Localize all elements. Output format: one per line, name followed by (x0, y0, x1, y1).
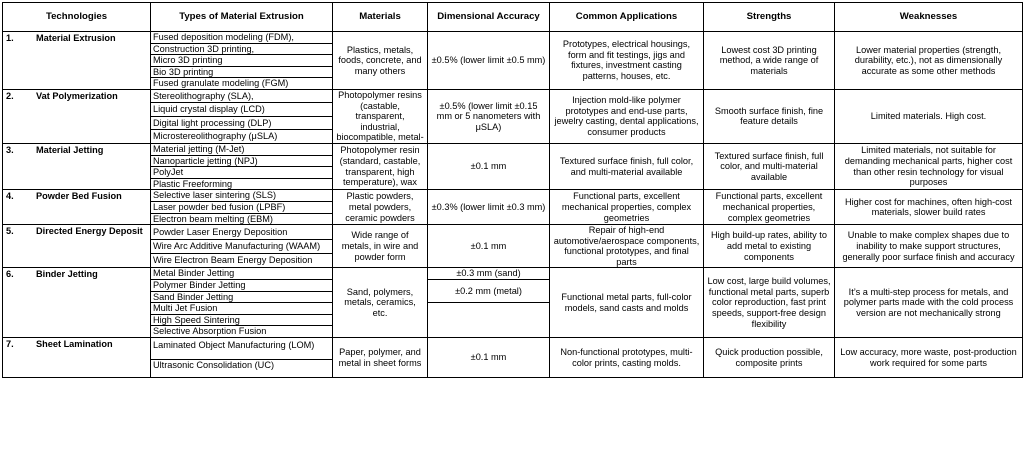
technology-name: Sheet Lamination (36, 339, 113, 350)
header-types: Types of Material Extrusion (151, 3, 333, 32)
table-row (3, 190, 1023, 202)
type-cell: Powder Laser Energy Deposition (151, 225, 333, 239)
accuracy-cell: ±0.1 mm (428, 338, 550, 378)
accuracy-cell: ±0.1 mm (428, 143, 550, 189)
accuracy-cell-empty (428, 303, 550, 338)
header-technologies: Technologies (3, 3, 151, 32)
weaknesses-cell: Unable to make complex shapes due to inability to make support structures, generally poor surface finish and accuracy (835, 225, 1023, 268)
row-number: 4. (6, 191, 14, 202)
technology-name: Material Jetting (36, 144, 104, 155)
technology-name: Powder Bed Fusion (36, 191, 122, 202)
header-applications: Common Applications (550, 3, 704, 32)
table-row (3, 143, 1023, 155)
strengths-cell: Quick production possible, composite prints (704, 338, 835, 378)
materials-cell: Sand, polymers, metals, ceramics, etc. (333, 268, 428, 338)
type-cell: Laser powder bed fusion (LPBF) (151, 201, 333, 213)
row-number: 5. (6, 226, 14, 237)
materials-cell: Wide range of metals, in wire and powder form (333, 225, 428, 268)
materials-cell: Plastic powders, metal powders, ceramic powders (333, 190, 428, 225)
technology-name: Material Extrusion (36, 33, 116, 43)
header-materials: Materials (333, 3, 428, 32)
weaknesses-cell: Low accuracy, more waste, post-production work required for some parts (835, 338, 1023, 378)
type-cell: Selective laser sintering (SLS) (151, 190, 333, 202)
type-cell: Bio 3D printing (151, 66, 333, 78)
technology-cell (3, 190, 151, 225)
technology-cell (3, 32, 151, 90)
table-body (3, 32, 1023, 378)
materials-cell: Photopolymer resins (castable, transparent, industrial, biocompatible, metal- (333, 89, 428, 143)
type-cell: Microstereolithography (μSLA) (151, 130, 333, 144)
technology-cell (3, 338, 151, 378)
type-cell: Electron beam melting (EBM) (151, 213, 333, 225)
technology-name: Directed Energy Deposit (36, 226, 143, 237)
type-cell: Sand Binder Jetting (151, 291, 333, 303)
accuracy-cell: ±0.3% (lower limit ±0.3 mm) (428, 190, 550, 225)
strengths-cell: Smooth surface finish, fine feature details (704, 89, 835, 143)
type-cell: PolyJet (151, 167, 333, 179)
header-weaknesses: Weaknesses (835, 3, 1023, 32)
weaknesses-cell: Limited materials, not suitable for demanding mechanical parts, higher cost than other resin technology for visual purposes (835, 143, 1023, 189)
strengths-cell: Textured surface finish, full color, and multi-material available (704, 143, 835, 189)
row-number: 6. (6, 269, 14, 280)
technology-cell (3, 225, 151, 268)
am-technologies-table (2, 2, 1023, 378)
type-cell: Digital light processing (DLP) (151, 116, 333, 129)
technology-cell (3, 268, 151, 338)
table-row (3, 225, 1023, 239)
accuracy-cell: ±0.2 mm (metal) (428, 280, 550, 303)
strengths-cell: Functional parts, excellent mechanical properties, complex geometries (704, 190, 835, 225)
type-cell: Multi Jet Fusion (151, 303, 333, 315)
table-row (3, 338, 1023, 360)
type-cell: Polymer Binder Jetting (151, 280, 333, 292)
applications-cell: Functional metal parts, full-color models, sand casts and molds (550, 268, 704, 338)
weaknesses-cell: It’s a multi-step process for metals, and polymer parts made with the cold process version are not mechanically strong (835, 268, 1023, 338)
accuracy-cell: ±0.3 mm (sand) (428, 268, 550, 280)
type-cell: Metal Binder Jetting (151, 268, 333, 280)
weaknesses-cell: Higher cost for machines, often high-cost materials, slower build rates (835, 190, 1023, 225)
type-cell: Wire Electron Beam Energy Deposition (151, 254, 333, 268)
header-strengths: Strengths (704, 3, 835, 32)
type-cell: Wire Arc Additive Manufacturing (WAAM) (151, 239, 333, 253)
type-cell: Liquid crystal display (LCD) (151, 103, 333, 116)
strengths-cell: Lowest cost 3D printing method, a wide range of materials (704, 32, 835, 90)
materials-cell: Paper, polymer, and metal in sheet forms (333, 338, 428, 378)
strengths-cell: High build-up rates, ability to add metal to existing components (704, 225, 835, 268)
table-row (3, 89, 1023, 102)
technology-cell (3, 89, 151, 143)
table-row (3, 268, 1023, 280)
strengths-cell: Low cost, large build volumes, functional metal parts, superb color reproduction, fast print speeds, support-free design flexibility (704, 268, 835, 338)
weaknesses-cell: Lower material properties (strength, durability, etc.), not as dimensionally accurate as some other methods (835, 32, 1023, 90)
materials-cell: Photopolymer resin (standard, castable, transparent, high temperature), wax (333, 143, 428, 189)
accuracy-cell: ±0.5% (lower limit ±0.5 mm) (428, 32, 550, 90)
type-cell: Selective Absorption Fusion (151, 326, 333, 338)
type-cell: Fused granulate modeling (FGM) (151, 78, 333, 90)
header-accuracy: Dimensional Accuracy (428, 3, 550, 32)
applications-cell: Injection mold-like polymer prototypes and end-use parts, jewelry casting, dental applications, consumer products (550, 89, 704, 143)
type-cell: Stereolithography (SLA), (151, 89, 333, 102)
type-cell: Micro 3D printing (151, 55, 333, 67)
applications-cell: Non-functional prototypes, multi-color prints, casting molds. (550, 338, 704, 378)
header-row (3, 3, 1023, 32)
type-cell: Nanoparticle jetting (NPJ) (151, 155, 333, 167)
applications-cell: Functional parts, excellent mechanical properties, complex geometries (550, 190, 704, 225)
type-cell: Ultrasonic Consolidation (UC) (151, 359, 333, 377)
row-number: 3. (6, 144, 14, 155)
table-row (3, 32, 1023, 44)
technology-name: Vat Polymerization (36, 90, 118, 101)
technology-name: Binder Jetting (36, 269, 98, 280)
row-number: 2. (6, 90, 14, 101)
type-cell: Plastic Freeforming (151, 178, 333, 190)
row-number: 1. (6, 33, 14, 43)
technology-cell (3, 143, 151, 189)
applications-cell: Prototypes, electrical housings, form and fit testings, jigs and fixtures, investment casting patterns, houses, etc. (550, 32, 704, 90)
type-cell: Material jetting (M-Jet) (151, 143, 333, 155)
type-cell: Fused deposition modeling (FDM), (151, 32, 333, 44)
type-cell: Construction 3D printing, (151, 43, 333, 55)
weaknesses-cell: Limited materials. High cost. (835, 89, 1023, 143)
accuracy-cell: ±0.1 mm (428, 225, 550, 268)
materials-cell: Plastics, metals, foods, concrete, and many others (333, 32, 428, 90)
applications-cell: Repair of high-end automotive/aerospace components, functional prototypes, and final parts (550, 225, 704, 268)
accuracy-cell: ±0.5% (lower limit ±0.15 mm or 5 nanometers with μSLA) (428, 89, 550, 143)
row-number: 7. (6, 339, 14, 350)
applications-cell: Textured surface finish, full color, and multi-material available (550, 143, 704, 189)
type-cell: Laminated Object Manufacturing (LOM) (151, 338, 333, 360)
type-cell: High Speed Sintering (151, 314, 333, 326)
